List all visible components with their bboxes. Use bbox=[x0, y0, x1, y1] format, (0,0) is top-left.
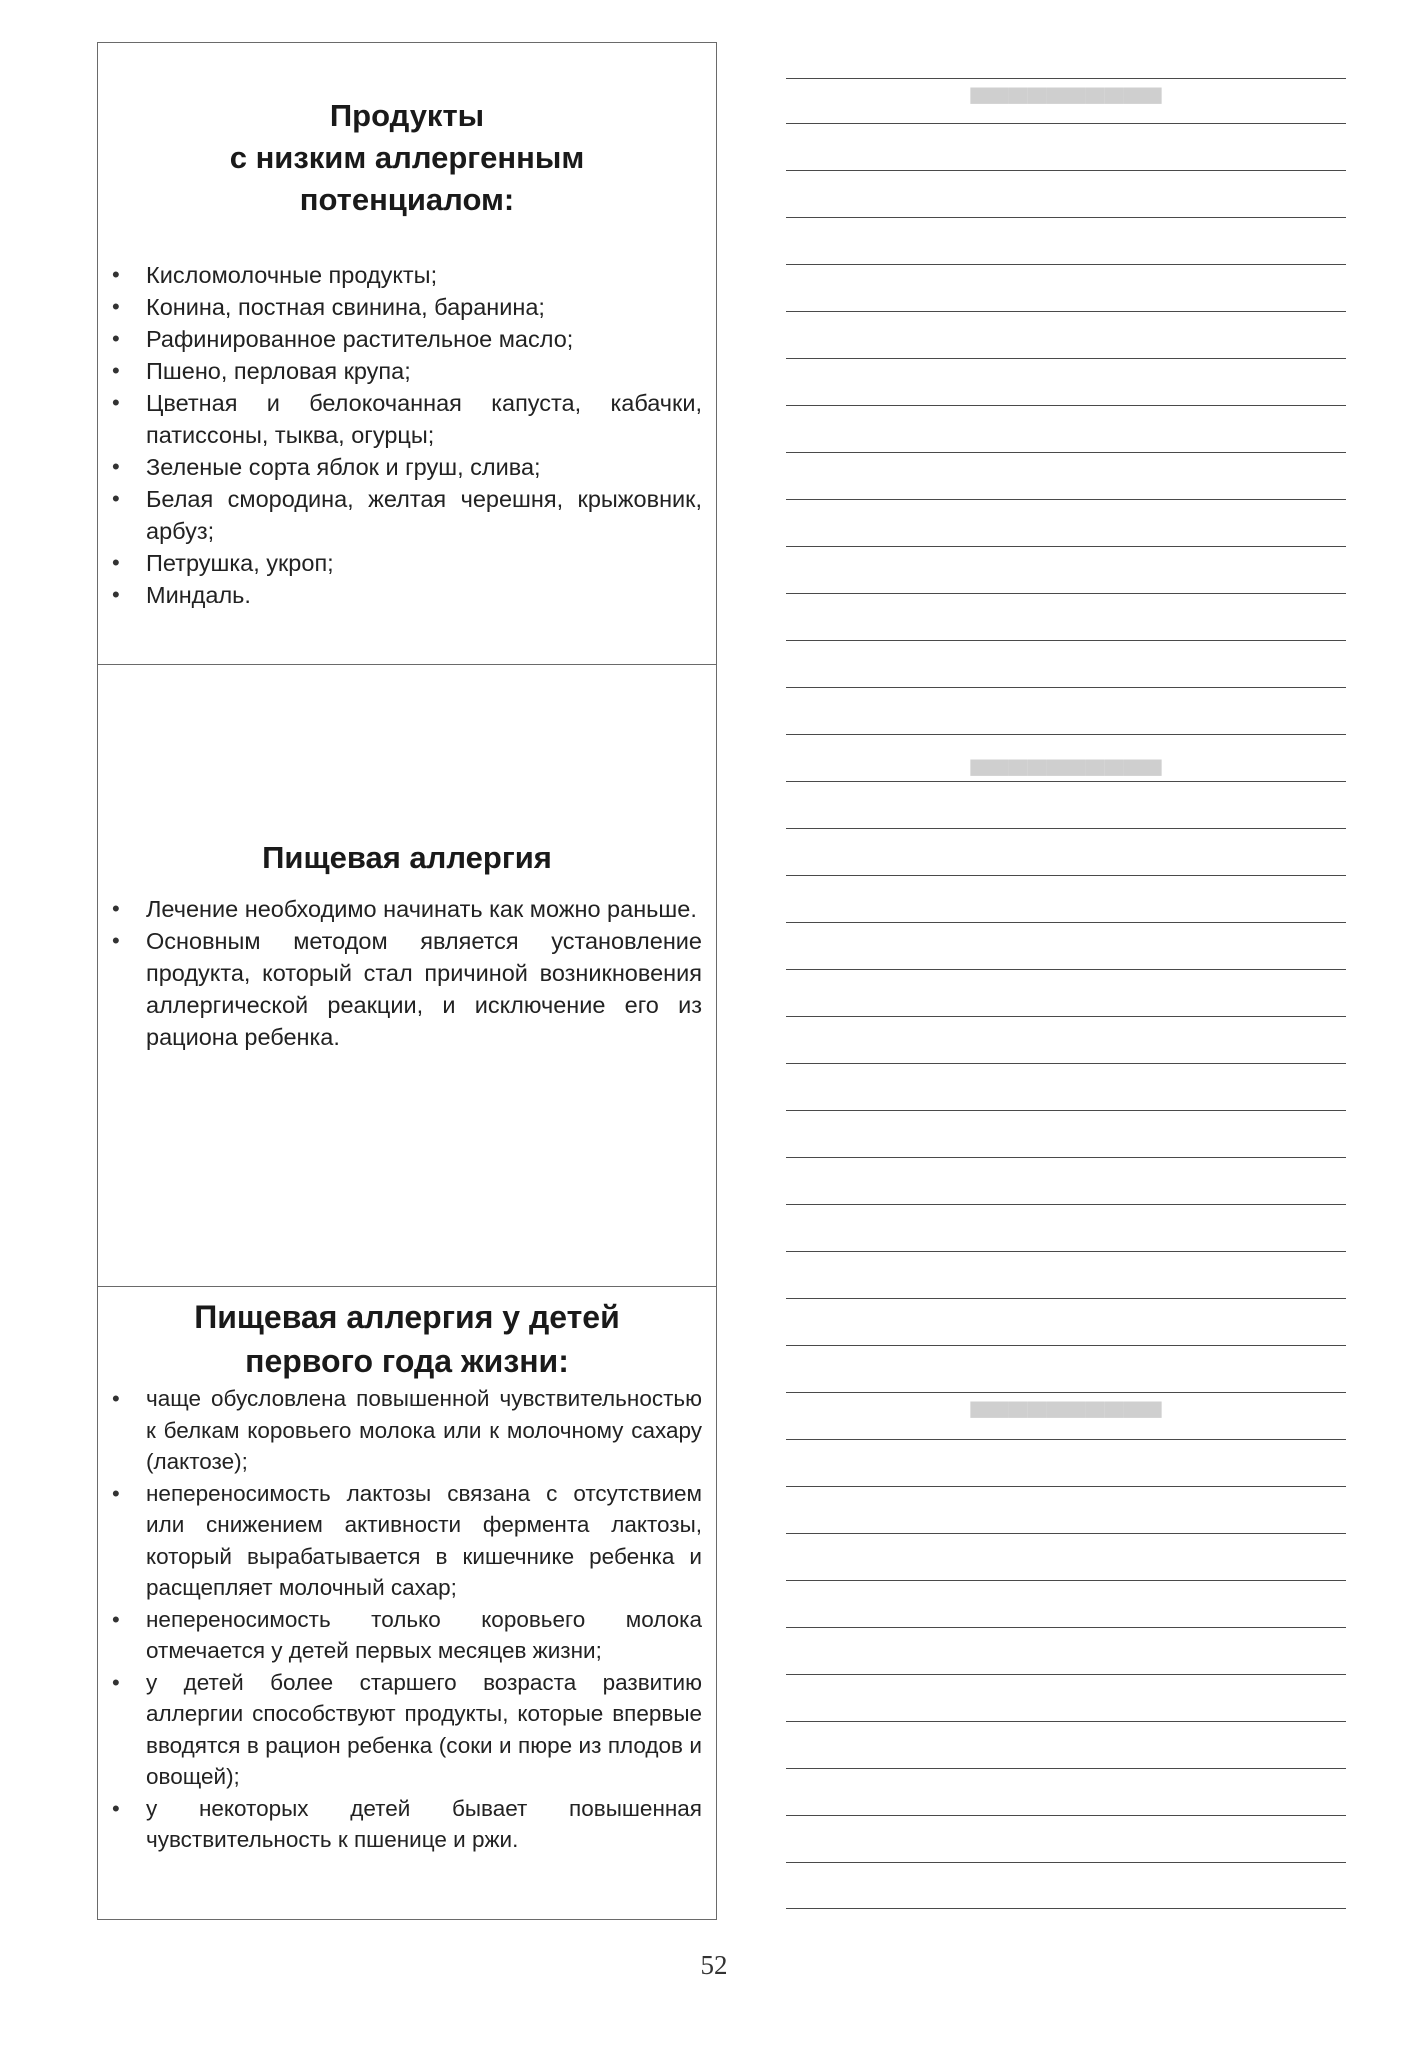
ruling-line bbox=[786, 1815, 1346, 1816]
ruling-line bbox=[786, 499, 1346, 500]
title-line: Пищевая аллергия у детей bbox=[194, 1299, 620, 1335]
bullet-list bbox=[98, 893, 716, 1053]
ruling-line bbox=[786, 1627, 1346, 1628]
ruling-line bbox=[786, 405, 1346, 406]
title-line: первого года жизни: bbox=[245, 1343, 569, 1379]
list-item: • Основным методом является установление продукта, который стал причиной возникновения аллергической реакции, и исключение его из рациона ребенка. bbox=[110, 925, 702, 1053]
show-through-title: ▀▀▀▀▀▀▀▀▀▀ bbox=[970, 1402, 1162, 1432]
ruling-line bbox=[786, 1768, 1346, 1769]
list-item: • чаще обусловлена повышенной чувствительностью к белкам коровьего молока или к молочному сахару (лактозе); bbox=[110, 1383, 702, 1478]
ruling-line bbox=[786, 217, 1346, 218]
low-allergen-products-panel bbox=[97, 42, 717, 664]
ruling-line bbox=[786, 969, 1346, 970]
list-item: • Белая смородина, желтая черешня, крыжовник, арбуз; bbox=[110, 483, 702, 547]
list-item: • Лечение необходимо начинать как можно раньше. bbox=[110, 893, 702, 925]
list-item: • Кисломолочные продукты; bbox=[110, 259, 702, 291]
ruling-line bbox=[786, 1110, 1346, 1111]
list-item: • Петрушка, укроп; bbox=[110, 547, 702, 579]
title-line: потенциалом: bbox=[299, 182, 515, 217]
ruling-line bbox=[786, 170, 1346, 171]
ruling-line bbox=[786, 781, 1346, 782]
list-item: • Рафинированное растительное масло; bbox=[110, 323, 702, 355]
title-line: Продукты bbox=[329, 98, 485, 133]
ruling-line bbox=[786, 593, 1346, 594]
ruling-line bbox=[786, 687, 1346, 688]
list-item: • непереносимость лактозы связана с отсутствием или снижением активности фермента лактозы, который вырабатывается в кишечнике ребенка и расщепляет молочный сахар; bbox=[110, 1478, 702, 1604]
list-item: • непереносимость только коровьего молока отмечается у детей первых месяцев жизни; bbox=[110, 1604, 702, 1667]
bullet-list bbox=[98, 259, 716, 611]
page-number: 52 bbox=[700, 1950, 728, 1980]
ruling-line bbox=[786, 1862, 1346, 1863]
ruling-line bbox=[786, 1580, 1346, 1581]
ruling-line bbox=[786, 640, 1346, 641]
ruling-line bbox=[786, 1533, 1346, 1534]
ruling-line bbox=[786, 1721, 1346, 1722]
ruling-line bbox=[786, 1063, 1346, 1064]
show-through-title: ▀▀▀▀▀▀▀▀▀▀ bbox=[970, 760, 1162, 790]
ruling-line bbox=[786, 1251, 1346, 1252]
ruling-line bbox=[786, 922, 1346, 923]
panel-title bbox=[98, 95, 716, 221]
ruling-line bbox=[786, 1486, 1346, 1487]
ruling-line bbox=[786, 311, 1346, 312]
ruling-line bbox=[786, 546, 1346, 547]
bullet-list bbox=[98, 1383, 716, 1856]
infant-food-allergy-panel bbox=[97, 1286, 717, 1920]
ruling-line bbox=[786, 1298, 1346, 1299]
show-through-title: ▀▀▀▀▀▀▀▀▀▀ bbox=[970, 88, 1162, 118]
ruling-line bbox=[786, 1204, 1346, 1205]
ruling-line bbox=[786, 78, 1346, 79]
ruling-line bbox=[786, 1908, 1346, 1909]
list-item: • Зеленые сорта яблок и груш, слива; bbox=[110, 451, 702, 483]
list-item: • Конина, постная свинина, баранина; bbox=[110, 291, 702, 323]
ruling-line bbox=[786, 1674, 1346, 1675]
ruling-line bbox=[786, 1345, 1346, 1346]
ruling-line bbox=[786, 358, 1346, 359]
ruling-line bbox=[786, 1157, 1346, 1158]
panel-title bbox=[98, 1295, 716, 1383]
ruling-line bbox=[786, 1392, 1346, 1393]
food-allergy-panel bbox=[97, 664, 717, 1286]
ruling-line bbox=[786, 1016, 1346, 1017]
list-item: • Пшено, перловая крупа; bbox=[110, 355, 702, 387]
ruling-line bbox=[786, 452, 1346, 453]
list-item: • у некоторых детей бывает повышенная чувствительность к пшенице и ржи. bbox=[110, 1793, 702, 1856]
ruled-notes-area bbox=[770, 30, 1370, 1930]
ruling-line bbox=[786, 1439, 1346, 1440]
ruling-line bbox=[786, 828, 1346, 829]
list-item: • у детей более старшего возраста развитию аллергии способствуют продукты, которые впервые вводятся в рацион ребенка (соки и пюре из плодов и овощей); bbox=[110, 1667, 702, 1793]
ruling-line bbox=[786, 264, 1346, 265]
ruling-line bbox=[786, 123, 1346, 124]
panel-title bbox=[98, 837, 716, 879]
list-item: • Цветная и белокочанная капуста, кабачки, патиссоны, тыква, огурцы; bbox=[110, 387, 702, 451]
ruling-line bbox=[786, 875, 1346, 876]
list-item: • Миндаль. bbox=[110, 579, 702, 611]
ruling-line bbox=[786, 734, 1346, 735]
title-line: Пищевая аллергия bbox=[262, 840, 552, 875]
title-line: с низким аллергенным bbox=[229, 140, 585, 175]
